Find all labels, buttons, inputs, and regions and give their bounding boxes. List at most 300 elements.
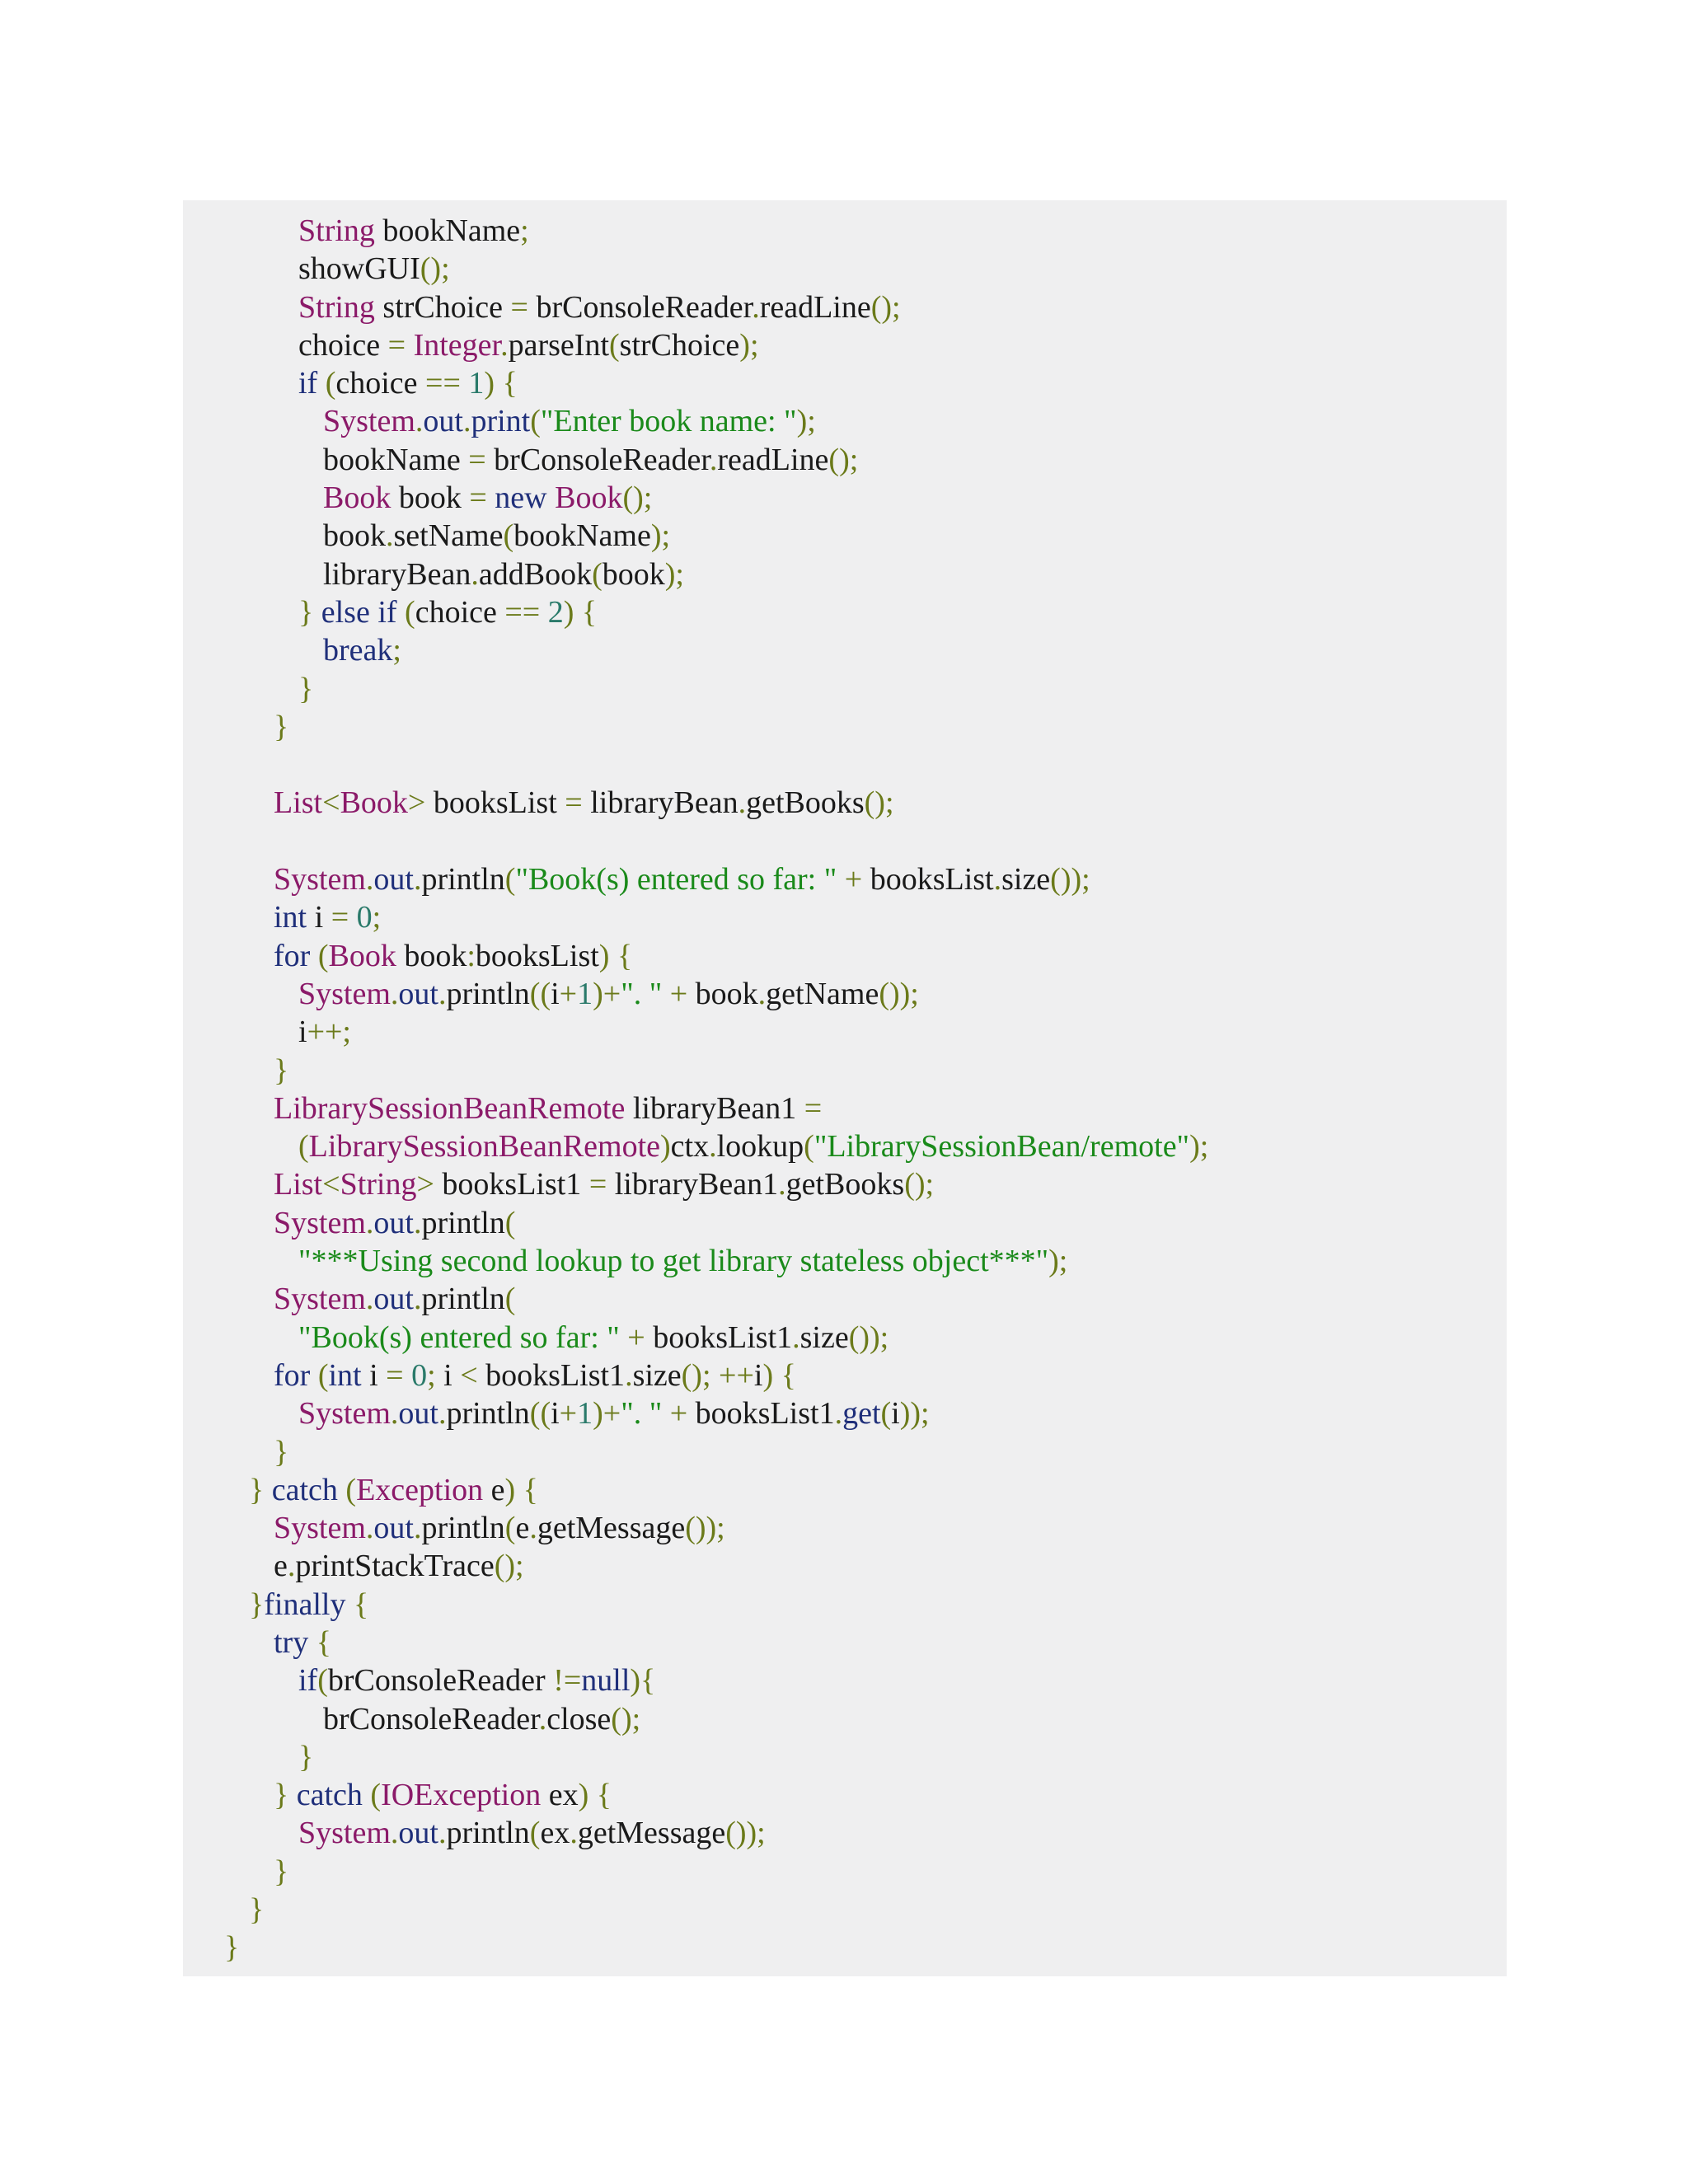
- code-token: addBook: [478, 556, 593, 592]
- code-token: .: [438, 1816, 447, 1851]
- code-token: brConsoleReader: [327, 1663, 554, 1699]
- code-token: System: [274, 1511, 366, 1546]
- code-token: if: [298, 1663, 318, 1699]
- code-token: ;: [392, 633, 401, 668]
- code-token: brConsoleReader: [528, 289, 753, 325]
- code-token: int: [274, 900, 307, 935]
- code-token: try: [274, 1624, 309, 1660]
- code-token: i: [435, 1357, 461, 1393]
- code-token: [662, 977, 670, 1011]
- code-line: [183, 631, 1507, 669]
- code-token: (: [609, 327, 620, 363]
- code-token: }: [298, 1739, 314, 1774]
- code-token: )+: [593, 976, 621, 1011]
- code-token: println: [446, 1396, 530, 1432]
- code-line: [183, 1242, 1507, 1280]
- code-token: ();: [828, 442, 859, 477]
- code-line: [183, 1586, 1507, 1624]
- code-token: .: [365, 1205, 374, 1240]
- code-token: .: [438, 1396, 447, 1432]
- code-token: int: [328, 1357, 362, 1393]
- code-token: LibrarySessionBeanRemote: [308, 1129, 661, 1165]
- code-token: 0: [411, 1357, 428, 1393]
- code-token: i: [891, 1396, 900, 1432]
- code-token: 1: [468, 366, 485, 401]
- code-token: <: [322, 785, 340, 821]
- code-token: getName: [766, 976, 879, 1011]
- code-token: 0: [356, 900, 373, 935]
- code-token: =: [387, 327, 406, 363]
- code-token: +: [627, 1319, 645, 1355]
- code-token: =: [386, 1357, 404, 1393]
- code-token: printStackTrace: [295, 1549, 495, 1584]
- code-token: (: [504, 1205, 516, 1240]
- code-line: [183, 288, 1507, 326]
- code-token: (: [504, 1511, 516, 1546]
- code-token: [308, 1625, 316, 1660]
- code-token: !=: [553, 1663, 582, 1699]
- code-token: }: [274, 1434, 289, 1469]
- code-line: [183, 708, 1507, 746]
- code-token: [397, 595, 406, 630]
- code-token: .: [752, 289, 760, 325]
- code-token: .: [570, 1816, 578, 1851]
- code-token: booksList1: [434, 1167, 589, 1202]
- code-token: [317, 366, 326, 401]
- code-token: .: [625, 1357, 633, 1393]
- code-token: .: [538, 1701, 547, 1736]
- code-token: ctx: [670, 1129, 710, 1165]
- code-token: }: [249, 1472, 265, 1507]
- code-token: out: [423, 404, 463, 439]
- code-token: catch: [271, 1472, 338, 1507]
- code-token: .: [834, 1396, 843, 1432]
- code-line: [183, 1853, 1507, 1891]
- code-token: ): [563, 594, 574, 630]
- code-line: [183, 402, 1507, 440]
- code-token: getBooks: [785, 1167, 905, 1202]
- code-line: [183, 1891, 1507, 1929]
- code-token: i: [551, 976, 560, 1011]
- code-line: [183, 746, 1507, 784]
- code-token: (: [370, 1778, 382, 1813]
- code-token: );: [1048, 1244, 1068, 1279]
- code-line: [183, 1090, 1507, 1127]
- code-token: [547, 480, 556, 515]
- code-token: ==: [425, 366, 461, 401]
- code-token: "***Using second lookup to get library stateless object***": [298, 1244, 1049, 1279]
- code-token: i: [753, 1357, 763, 1393]
- code-token: List: [274, 1167, 323, 1202]
- code-token: i: [298, 1015, 307, 1050]
- code-line: [183, 479, 1507, 517]
- code-token: ();: [904, 1167, 935, 1202]
- code-token: out: [373, 1205, 414, 1240]
- code-token: ex: [540, 1816, 570, 1851]
- code-token: +: [559, 1396, 578, 1432]
- code-token: }: [249, 1892, 265, 1928]
- code-token: (: [405, 594, 415, 630]
- code-token: [515, 1473, 523, 1507]
- code-token: }: [298, 671, 314, 706]
- code-token: showGUI: [298, 251, 420, 287]
- code-token: (: [529, 1816, 541, 1851]
- code-token: size: [799, 1319, 849, 1355]
- code-token: =: [331, 900, 349, 935]
- code-token: .: [413, 1511, 422, 1546]
- code-token: Book: [328, 938, 396, 973]
- code-line: [183, 250, 1507, 288]
- code-token: getMessage: [577, 1816, 726, 1851]
- code-line: [183, 1509, 1507, 1547]
- code-token: System: [298, 1816, 391, 1851]
- code-token: if: [377, 594, 397, 630]
- code-line: [183, 593, 1507, 631]
- code-token: =: [510, 289, 528, 325]
- code-line: [183, 898, 1507, 936]
- code-token: "Enter book name: ": [540, 404, 797, 439]
- code-token: book: [602, 556, 665, 592]
- code-token: println: [421, 1205, 505, 1240]
- code-token: setName: [393, 518, 504, 554]
- code-token: )+: [593, 1396, 621, 1432]
- code-token: for: [274, 938, 311, 973]
- code-token: (: [880, 1396, 892, 1432]
- code-line: [183, 364, 1507, 402]
- code-line: [183, 1052, 1507, 1090]
- code-token: ): [660, 1129, 671, 1165]
- code-token: [461, 366, 469, 401]
- code-line: [183, 1394, 1507, 1432]
- code-token: .: [500, 327, 509, 363]
- code-token: }: [249, 1586, 265, 1622]
- code-block: [183, 200, 1507, 1976]
- code-token: [837, 862, 845, 897]
- code-token: .: [413, 1282, 422, 1317]
- code-token: ();: [494, 1549, 524, 1584]
- code-token: +: [669, 1396, 688, 1432]
- code-line: [183, 1776, 1507, 1814]
- code-token: [406, 328, 414, 363]
- code-token: List: [274, 785, 323, 821]
- code-token: =: [468, 442, 486, 477]
- code-line: [183, 441, 1507, 479]
- code-token: {: [353, 1586, 369, 1622]
- code-line: [183, 1127, 1507, 1165]
- code-line: [183, 1814, 1507, 1852]
- code-token: i: [307, 900, 331, 935]
- code-token: .: [438, 976, 447, 1011]
- code-token: System: [274, 1282, 366, 1317]
- code-token: =: [565, 785, 583, 821]
- code-token: out: [398, 1396, 438, 1432]
- code-token: System: [274, 862, 366, 898]
- code-token: book: [396, 938, 467, 973]
- code-token: (: [325, 366, 336, 401]
- code-token: e: [274, 1549, 288, 1584]
- code-token: booksList: [862, 862, 994, 898]
- code-line: [183, 1204, 1507, 1242]
- code-token: (: [530, 404, 541, 439]
- code-token: ;: [372, 900, 382, 935]
- code-token: get: [842, 1396, 881, 1432]
- code-token: >: [407, 785, 426, 821]
- code-token: println: [421, 862, 505, 898]
- code-token: [609, 939, 617, 973]
- code-token: readLine: [759, 289, 871, 325]
- code-token: ){: [630, 1663, 656, 1699]
- code-token: brConsoleReader: [323, 1701, 539, 1736]
- code-line: [183, 1433, 1507, 1471]
- code-token: libraryBean1: [607, 1167, 779, 1202]
- code-token: strChoice: [374, 289, 511, 325]
- code-token: ++;: [307, 1015, 351, 1050]
- code-token: [574, 595, 582, 630]
- code-token: String: [340, 1167, 417, 1202]
- code-line: [183, 975, 1507, 1013]
- code-token: "Book(s) entered so far: ": [515, 862, 837, 898]
- code-token: }: [274, 1052, 289, 1088]
- code-token: [620, 1320, 628, 1355]
- code-token: bookName: [374, 213, 521, 248]
- code-token: ());: [879, 976, 919, 1011]
- code-token: [711, 1358, 720, 1393]
- code-token: ();: [870, 289, 901, 325]
- code-token: (: [345, 1472, 357, 1507]
- code-line: [183, 1280, 1507, 1318]
- code-line: [183, 1165, 1507, 1203]
- code-token: println: [421, 1511, 505, 1546]
- code-token: Book: [555, 480, 623, 516]
- code-token: ex: [541, 1778, 579, 1813]
- code-line: [183, 823, 1507, 860]
- code-token: .: [778, 1167, 786, 1202]
- code-line: [183, 1319, 1507, 1357]
- code-token: .: [529, 1511, 537, 1546]
- code-token: >: [416, 1167, 434, 1202]
- code-token: out: [373, 1511, 414, 1546]
- code-token: ());: [1050, 862, 1090, 898]
- code-token: .: [792, 1319, 800, 1355]
- code-token: .: [365, 862, 374, 898]
- code-token: book: [391, 480, 470, 516]
- code-token: IOException: [381, 1778, 542, 1813]
- code-token: [310, 1358, 318, 1393]
- code-line: [183, 1700, 1507, 1738]
- code-token: (: [804, 1129, 814, 1165]
- code-token: bookName: [323, 442, 469, 477]
- code-token: ();: [611, 1701, 641, 1736]
- code-token: choice: [298, 327, 388, 363]
- code-token: Book: [323, 480, 392, 516]
- code-token: {: [617, 938, 633, 973]
- code-token: +: [844, 862, 863, 898]
- code-token: (: [503, 518, 514, 554]
- code-token: System: [298, 976, 391, 1011]
- code-token: brConsoleReader: [485, 442, 710, 477]
- code-token: [338, 1473, 346, 1507]
- code-token: println: [446, 976, 530, 1011]
- code-line: [183, 212, 1507, 250]
- code-token: out: [373, 862, 414, 898]
- code-token: {: [596, 1778, 612, 1813]
- code-token: .: [757, 976, 767, 1011]
- code-token: ((: [529, 1396, 551, 1432]
- code-token: book: [323, 518, 386, 554]
- code-token: =: [469, 480, 487, 516]
- code-token: }: [274, 1854, 289, 1889]
- code-line: [183, 1547, 1507, 1585]
- code-token: System: [323, 404, 415, 439]
- code-token: else: [321, 594, 370, 630]
- code-token: ==: [504, 594, 541, 630]
- code-token: .: [413, 1205, 422, 1240]
- code-token: for: [274, 1357, 311, 1393]
- code-token: .: [390, 1816, 399, 1851]
- code-token: new: [495, 480, 547, 516]
- code-token: "LibrarySessionBean/remote": [814, 1129, 1190, 1165]
- code-token: [288, 1778, 297, 1812]
- code-token: choice: [415, 594, 505, 630]
- code-token: {: [523, 1472, 538, 1507]
- code-token: );: [650, 518, 671, 554]
- code-token: [313, 595, 321, 630]
- code-token: i: [551, 1396, 560, 1432]
- code-token: <: [322, 1167, 340, 1202]
- code-token: String: [298, 213, 375, 248]
- code-token: ): [762, 1357, 774, 1393]
- code-token: out: [373, 1282, 414, 1317]
- code-token: catch: [296, 1778, 363, 1813]
- code-token: readLine: [717, 442, 829, 477]
- code-token: .: [462, 404, 471, 439]
- code-token: ();: [681, 1357, 711, 1393]
- code-lines: [183, 212, 1507, 1967]
- code-token: );: [739, 327, 759, 363]
- code-token: println: [446, 1816, 530, 1851]
- code-token: [310, 939, 318, 973]
- code-token: booksList1: [645, 1319, 793, 1355]
- code-token: (: [504, 1282, 516, 1317]
- code-token: ". ": [621, 1396, 663, 1432]
- code-token: (: [298, 1129, 309, 1165]
- code-token: 1: [577, 1396, 593, 1432]
- code-token: e: [515, 1511, 530, 1546]
- code-token: ));: [899, 1396, 930, 1432]
- code-token: booksList: [475, 938, 599, 973]
- code-token: {: [316, 1624, 331, 1660]
- code-token: =: [588, 1167, 607, 1202]
- code-token: size: [632, 1357, 682, 1393]
- code-token: choice: [335, 366, 426, 401]
- code-token: booksList1: [687, 1396, 835, 1432]
- code-token: print: [471, 404, 531, 439]
- code-token: [264, 1473, 272, 1507]
- code-token: [345, 1587, 354, 1622]
- code-token: +: [559, 976, 578, 1011]
- code-token: null: [581, 1663, 631, 1699]
- code-token: (: [592, 556, 603, 592]
- code-token: 2: [547, 594, 564, 630]
- code-token: ());: [725, 1816, 766, 1851]
- code-token: libraryBean: [323, 556, 471, 592]
- code-token: [363, 1778, 371, 1812]
- code-token: <: [460, 1357, 478, 1393]
- code-token: (: [504, 862, 516, 898]
- code-token: {: [502, 366, 518, 401]
- code-token: }: [224, 1930, 240, 1966]
- code-line: [183, 1624, 1507, 1661]
- code-token: ;: [427, 1357, 436, 1393]
- code-token: size: [1001, 862, 1051, 898]
- code-token: .: [413, 862, 422, 898]
- code-token: {: [581, 594, 598, 630]
- code-token: ): [598, 938, 610, 973]
- code-token: System: [274, 1205, 366, 1240]
- code-token: book: [687, 976, 758, 1011]
- code-token: lookup: [716, 1129, 804, 1165]
- code-token: Book: [340, 785, 408, 821]
- code-token: println: [421, 1282, 505, 1317]
- code-token: [540, 595, 548, 630]
- code-line: [183, 937, 1507, 975]
- code-token: ((: [529, 976, 551, 1011]
- code-token: [404, 1358, 412, 1393]
- code-token: LibrarySessionBeanRemote: [274, 1090, 626, 1126]
- code-line: [183, 670, 1507, 708]
- code-token: .: [390, 1396, 399, 1432]
- code-token: }: [274, 709, 289, 744]
- code-token: ++: [719, 1357, 754, 1393]
- code-line: [183, 1471, 1507, 1509]
- code-token: i: [361, 1357, 387, 1393]
- code-token: [773, 1358, 781, 1393]
- code-token: (: [317, 938, 329, 973]
- code-token: [662, 1396, 670, 1431]
- code-token: );: [1189, 1129, 1209, 1165]
- code-token: out: [398, 1816, 438, 1851]
- code-token: .: [471, 556, 479, 592]
- code-token: break: [323, 633, 393, 668]
- code-line: [183, 517, 1507, 555]
- code-token: .: [993, 862, 1002, 898]
- code-token: libraryBean: [582, 785, 738, 821]
- code-token: }: [274, 1778, 289, 1813]
- code-token: =: [804, 1090, 823, 1126]
- code-token: parseInt: [508, 327, 609, 363]
- code-token: .: [390, 976, 399, 1011]
- code-token: ): [504, 1472, 516, 1507]
- code-token: );: [796, 404, 816, 439]
- code-line: [183, 1929, 1507, 1966]
- code-token: [370, 595, 378, 630]
- code-token: ();: [420, 251, 450, 287]
- code-token: );: [664, 556, 684, 592]
- code-token: {: [781, 1357, 796, 1393]
- code-line: [183, 784, 1507, 822]
- code-token: out: [398, 976, 438, 1011]
- code-token: ): [484, 366, 495, 401]
- code-token: :: [467, 938, 476, 973]
- code-token: }: [298, 594, 314, 630]
- code-token: ());: [685, 1511, 725, 1546]
- code-token: ());: [848, 1319, 889, 1355]
- code-line: [183, 1661, 1507, 1699]
- code-token: [588, 1778, 597, 1812]
- code-token: "Book(s) entered so far: ": [298, 1319, 620, 1355]
- code-token: ;: [520, 213, 529, 248]
- code-token: 1: [577, 976, 593, 1011]
